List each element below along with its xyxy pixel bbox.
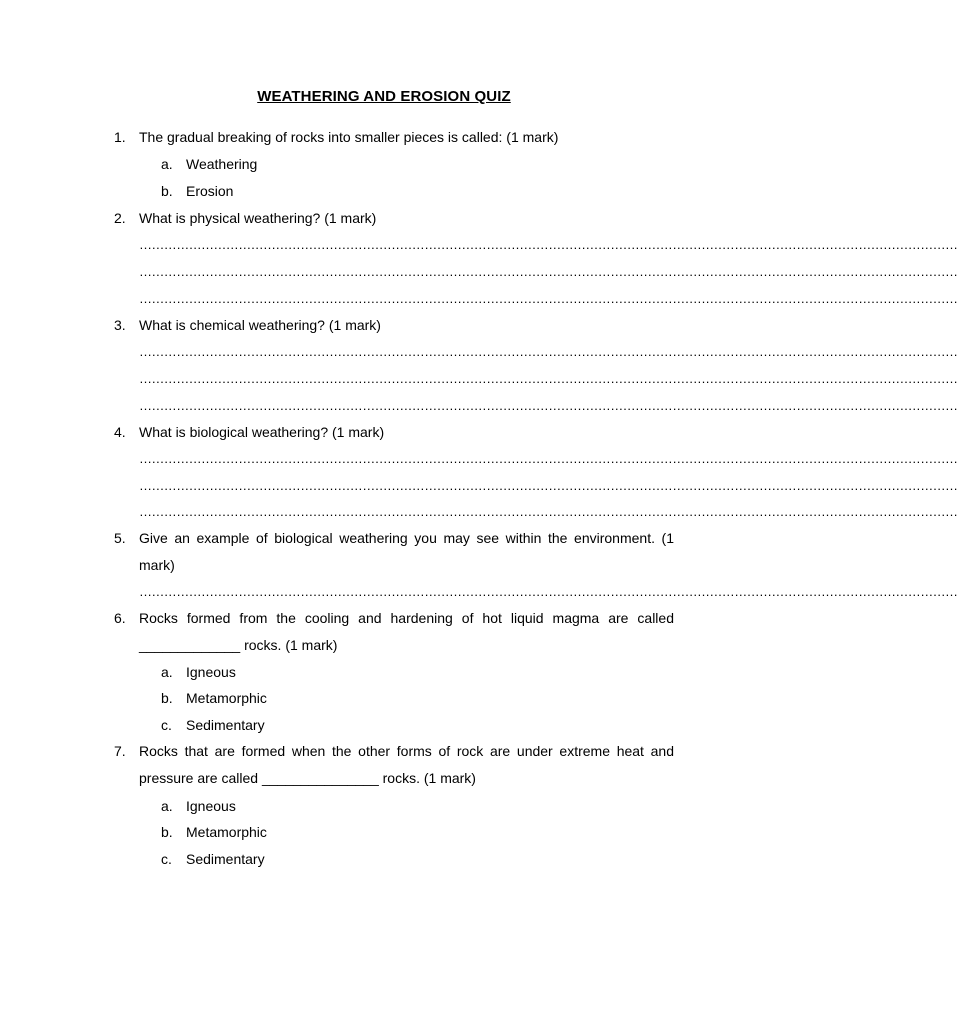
question-1-number: 1. [114,129,126,145]
question-1-option-a: Weathering [186,156,258,172]
question-1-option-b-letter: b. [161,183,173,199]
question-1-option-b: Erosion [186,183,234,199]
answer-line[interactable]: ……………………………………………………………………………………………………………………………………………………………………………… [139,478,957,493]
question-5-number: 5. [114,530,126,546]
question-6-text-line-2: _____________ rocks. (1 mark) [139,637,338,653]
question-7-number: 7. [114,743,126,759]
question-1-option-a-letter: a. [161,156,173,172]
answer-line[interactable]: ……………………………………………………………………………………………………………………………………………………………………………… [139,344,957,359]
page-title: WEATHERING AND EROSION QUIZ [257,88,511,105]
answer-line[interactable]: ……………………………………………………………………………………………………………………………………………………………………………… [139,451,957,466]
answer-line[interactable]: ……………………………………………………………………………………………………………………………………………………………………………… [139,504,957,519]
answer-line[interactable]: ……………………………………………………………………………………………………………………………………………………………………………… [139,264,957,279]
question-3-text: What is chemical weathering? (1 mark) [139,317,381,333]
question-2-number: 2. [114,210,126,226]
question-6-option-a: Igneous [186,664,236,680]
answer-line[interactable]: ……………………………………………………………………………………………………………………………………………………………………………… [139,291,957,306]
question-5-text-line-1: Give an example of biological weathering you may see within the environment. (1 [139,530,674,546]
answer-line[interactable]: ……………………………………………………………………………………………………………………………………………………………………………… [139,371,957,386]
question-7-option-a-letter: a. [161,798,173,814]
answer-line[interactable]: ……………………………………………………………………………………………………………………………………………………………………………… [139,237,957,252]
question-7-option-b: Metamorphic [186,824,267,840]
question-7-option-c-letter: c. [161,851,172,867]
answer-line[interactable]: ……………………………………………………………………………………………………………………………………………………………………………… [139,584,957,599]
question-6-text-line-1: Rocks formed from the cooling and hardening of hot liquid magma are called [139,610,674,626]
question-7-option-a: Igneous [186,798,236,814]
question-7-option-b-letter: b. [161,824,173,840]
question-6-option-c-letter: c. [161,717,172,733]
question-6-option-c: Sedimentary [186,717,265,733]
question-7-text-line-2: pressure are called _______________ rocks. (1 mark) [139,770,476,786]
question-2-text: What is physical weathering? (1 mark) [139,210,377,226]
question-6-option-b-letter: b. [161,690,173,706]
question-5-text-line-2: mark) [139,557,175,573]
question-6-option-b: Metamorphic [186,690,267,706]
question-1-text: The gradual breaking of rocks into smaller pieces is called: (1 mark) [139,129,559,145]
question-6-number: 6. [114,610,126,626]
question-4-number: 4. [114,424,126,440]
question-4-text: What is biological weathering? (1 mark) [139,424,385,440]
question-7-text-line-1: Rocks that are formed when the other forms of rock are under extreme heat and [139,743,674,759]
question-7-option-c: Sedimentary [186,851,265,867]
answer-line[interactable]: ……………………………………………………………………………………………………………………………………………………………………………… [139,398,957,413]
question-3-number: 3. [114,317,126,333]
question-6-option-a-letter: a. [161,664,173,680]
